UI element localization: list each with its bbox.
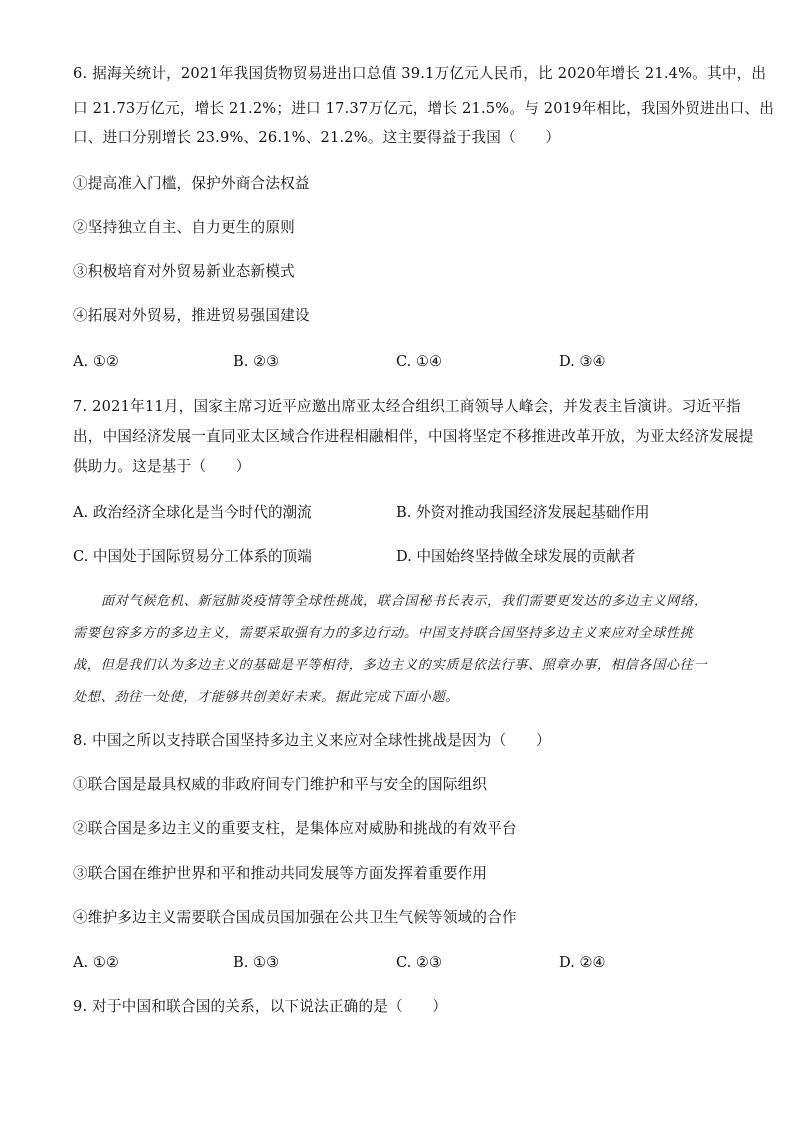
q7-option-a: A. 政治经济全球化是当今时代的潮流	[73, 504, 312, 521]
q6-stem-line-2: 口 21.73万亿元，增长 21.2%；进口 17.37万亿元，增长 21.5%。与 2019年相比，我国外贸进出口、出	[73, 100, 775, 117]
q8-stem: 8. 中国之所以支持联合国坚持多边主义来应对全球性挑战是因为（ ）	[73, 732, 551, 749]
passage-line-4: 处想、劲往一处使，才能够共创美好未来。据此完成下面小题。	[73, 690, 460, 705]
q6-item-1: ①提高准入门槛，保护外商合法权益	[73, 175, 310, 192]
q7-stem-line-2: 出，中国经济发展一直同亚太区域合作进程相融相伴，中国将坚定不移推进改革开放，为亚太经济发展提	[73, 428, 754, 445]
passage-line-1: 面对气候危机、新冠肺炎疫情等全球性挑战，联合国秘书长表示，我们需要更发达的多边主义网络，	[101, 594, 708, 609]
passage-line-2: 需要包容多方的多边主义，需要采取强有力的多边行动。中国支持联合国坚持多边主义来应对全球性挑	[73, 626, 694, 641]
q7-stem-line-1: 7. 2021年11月，国家主席习近平应邀出席亚太经合组织工商领导人峰会，并发表主旨演讲。习近平指	[73, 398, 741, 415]
q6-option-b: B. ②③	[233, 353, 280, 370]
q6-stem-line-3: 口、进口分别增长 23.9%、26.1%、21.2%。这主要得益于我国（ ）	[73, 129, 561, 146]
q8-item-2: ②联合国是多边主义的重要支柱，是集体应对威胁和挑战的有效平台	[73, 820, 517, 837]
q6-option-d: D. ③④	[559, 353, 606, 370]
q8-option-c: C. ②③	[396, 954, 443, 971]
q7-option-d: D. 中国始终坚持做全球发展的贡献者	[396, 548, 636, 565]
q6-stem-line-1: 6. 据海关统计，2021年我国货物贸易进出口总值 39.1万亿元人民币，比 2020年增长 21.4%。其中，出	[73, 65, 767, 82]
q8-item-1: ①联合国是最具权威的非政府间专门维护和平与安全的国际组织	[73, 776, 488, 793]
q6-item-2: ②坚持独立自主、自力更生的原则	[73, 219, 295, 236]
q6-option-c: C. ①④	[396, 353, 443, 370]
q6-option-a: A. ①②	[73, 353, 119, 370]
q8-option-b: B. ①③	[233, 954, 280, 971]
q8-option-a: A. ①②	[73, 954, 119, 971]
q6-item-3: ③积极培育对外贸易新业态新模式	[73, 263, 295, 280]
q9-stem: 9. 对于中国和联合国的关系，以下说法正确的是（ ）	[73, 998, 448, 1015]
q8-option-d: D. ②④	[559, 954, 606, 971]
q7-option-b: B. 外资对推动我国经济发展起基础作用	[396, 504, 650, 521]
passage-line-3: 战，但是我们认为多边主义的基础是平等相待，多边主义的实质是依法行事、照章办事，相信各国心往一	[73, 658, 708, 673]
q7-option-c: C. 中国处于国际贸易分工体系的顶端	[73, 548, 312, 565]
q8-item-4: ④维护多边主义需要联合国成员国加强在公共卫生气候等领域的合作	[73, 909, 517, 926]
q7-stem-line-3: 供助力。这是基于（ ）	[73, 458, 251, 475]
q8-item-3: ③联合国在维护世界和平和推动共同发展等方面发挥着重要作用	[73, 865, 488, 882]
q6-item-4: ④拓展对外贸易，推进贸易强国建设	[73, 307, 310, 324]
